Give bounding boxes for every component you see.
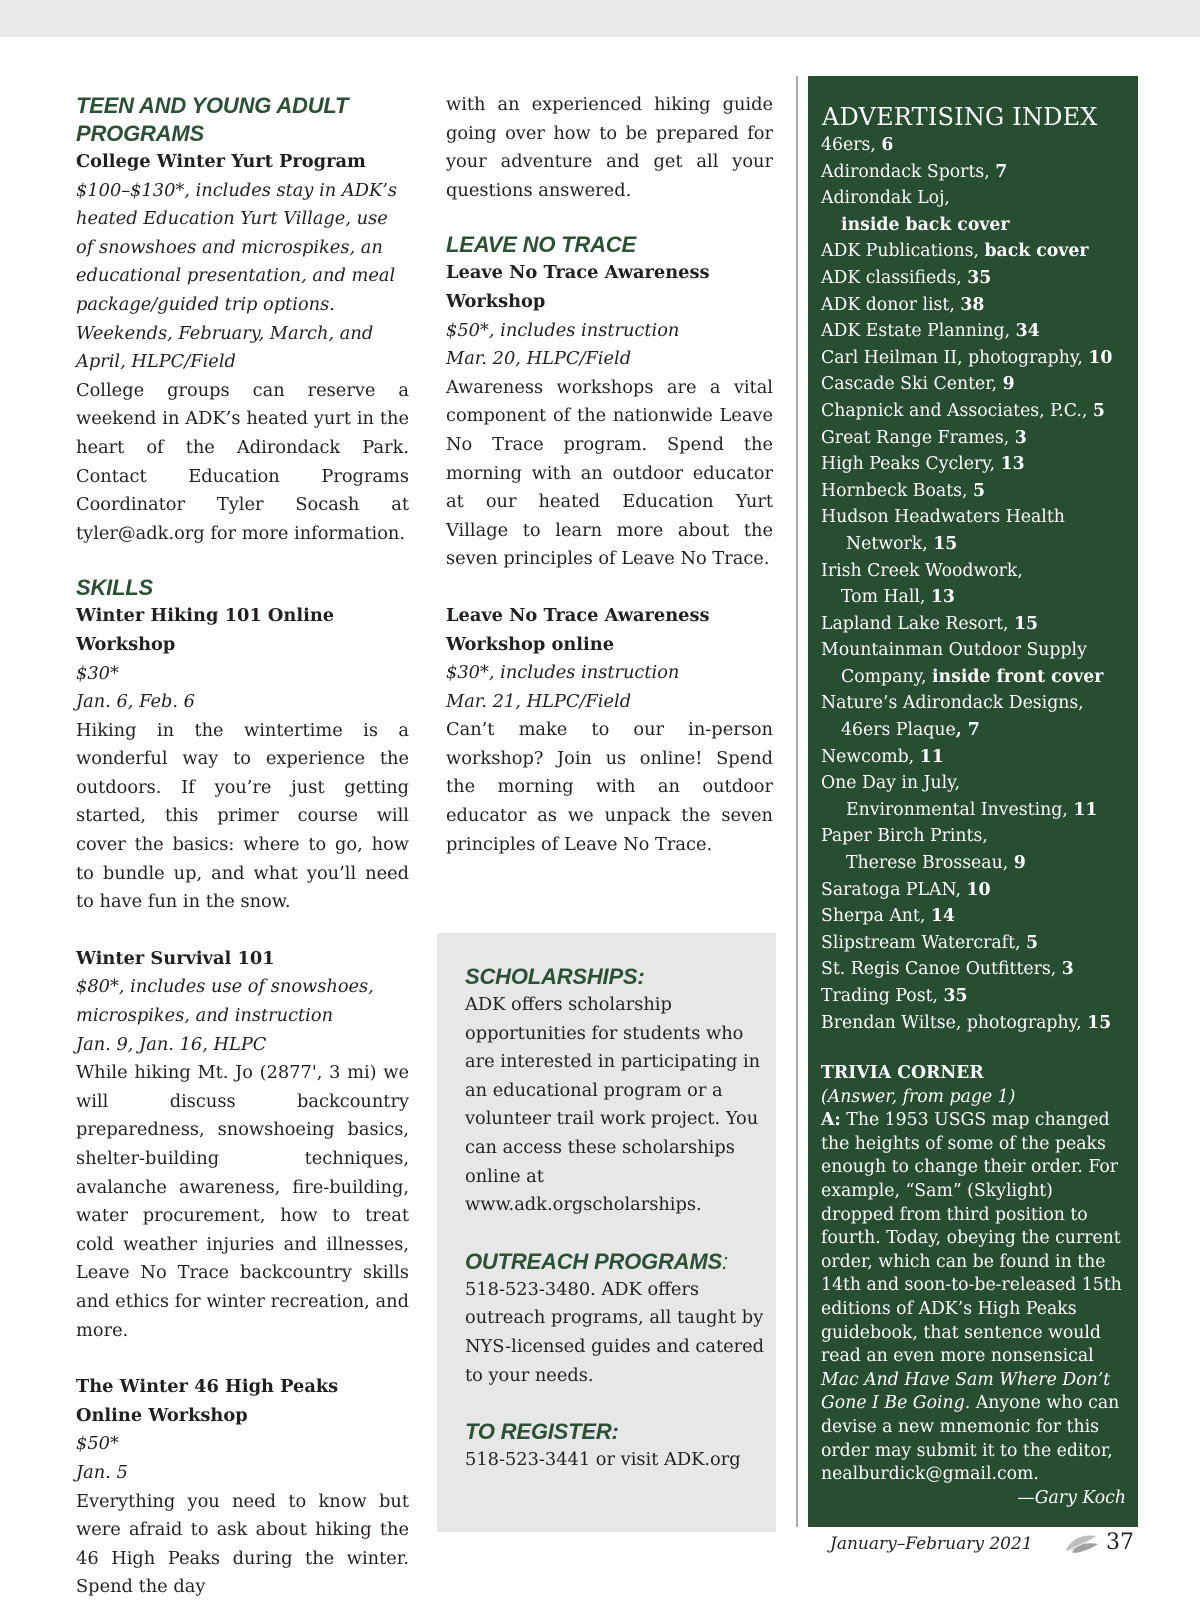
advertiser-name: 46ers, <box>821 135 882 155</box>
ad-entry-line <box>821 504 1136 531</box>
ad-entry <box>821 558 1136 611</box>
advertiser-name: Trading Post, <box>821 986 944 1006</box>
skills-heading: SKILLS <box>76 575 154 601</box>
advertiser-page: 13 <box>930 587 955 608</box>
issue-date: January–February 2021 <box>830 1534 1033 1554</box>
advertiser-page: 5 <box>1092 400 1105 421</box>
ad-entry-line <box>821 1010 1136 1037</box>
ad-entry-line <box>821 451 1136 478</box>
ad-entry-line <box>821 159 1136 186</box>
ad-entry-line <box>821 664 1136 691</box>
advertiser-page: inside front cover <box>931 666 1104 687</box>
advertiser-page: 5 <box>1026 932 1039 953</box>
advertiser-name: 46ers Plaque <box>841 720 956 741</box>
ad-entry-line <box>821 611 1136 638</box>
advertiser-name: Slipstream Watercraft, <box>821 932 1027 953</box>
page-number: 37 <box>1106 1530 1134 1555</box>
advertiser-page: 10 <box>966 879 991 900</box>
outreach-heading-text: OUTREACH PROGRAMS <box>465 1248 722 1274</box>
ad-entry-line <box>821 238 1136 265</box>
advertiser-name: High Peaks Cyclery, <box>821 454 1001 475</box>
advertiser-name: Hudson Headwaters Health <box>821 507 1065 528</box>
ad-entry <box>821 504 1136 557</box>
advertiser-page: back cover <box>984 241 1089 262</box>
ad-entry-line <box>821 717 1136 744</box>
ad-entry <box>821 478 1136 505</box>
ad-entry <box>821 903 1136 930</box>
ad-entry-line <box>821 744 1136 771</box>
advertiser-name: ADK Publications, <box>821 241 985 262</box>
advertiser-name: One Day in July, <box>821 773 961 794</box>
advertiser-name: Great Range Frames, <box>821 427 1015 448</box>
hiking101-body: Hiking in the wintertime is a wonderful way to experience the outdoors. If you’re just getting started, this primer course will cover the basics: where to go, how to bundle up, and what you’ll need to have fun in the snow. <box>76 719 409 913</box>
lnt-online-body: Can’t make to our in-person workshop? Join us online! Spend the morning with an outdoor educator as we unpack the seven principles of Leave No Trace. <box>446 719 773 855</box>
ad-entry-line <box>821 956 1136 983</box>
scholarships-body: ADK offers scholarship opportunities for students who are interested in participating in an educational program or a volunteer trail work project. You can access these scholarships online at www.adk.orgscholarships. <box>465 994 761 1216</box>
ad-entry <box>821 398 1136 425</box>
survival101-title: Winter Survival 101 <box>76 947 275 969</box>
advertiser-page: 35 <box>943 986 968 1006</box>
advertiser-page: 3 <box>1014 427 1027 448</box>
ad-entry <box>821 318 1136 345</box>
lnt-workshop-dates: Mar. 20, HLPC/Field <box>446 348 632 370</box>
advertiser-page: , 7 <box>955 720 980 741</box>
hiking101-price: $30* <box>76 662 119 684</box>
ad-entry-line <box>821 770 1136 797</box>
ad-entry <box>821 292 1136 319</box>
trivia-answer-text: The 1953 USGS map changed the heights of some of the peaks enough to change their order. For example, “Sam” (Skylight) dropped from third position to fourth. Today, obeying the current order, which can be found in the 14th and soon-to-be-released 15th editions of ADK’s High Peaks guidebook, that sentence would read an even more nonsensical <box>821 1110 1122 1367</box>
advertiser-page: 7 <box>995 161 1008 182</box>
ad-entry-line <box>821 558 1136 585</box>
ad-entry-line <box>821 584 1136 611</box>
high46-title: The Winter 46 High Peaks Online Workshop <box>76 1376 339 1426</box>
ad-entry-line <box>821 318 1136 345</box>
advertiser-name: Sherpa Ant, <box>821 906 931 927</box>
ad-entry-line <box>821 345 1136 372</box>
advertiser-page: 9 <box>1013 853 1026 874</box>
page-footer <box>820 1530 1132 1560</box>
ad-entry <box>821 877 1136 904</box>
ad-entry-line <box>821 265 1136 292</box>
ad-entry <box>821 132 1136 159</box>
advertiser-name: Therese Brosseau, <box>846 853 1014 874</box>
lnt-online-details: $30*, includes instruction <box>446 662 680 684</box>
advertiser-page: 6 <box>881 135 894 155</box>
scholarships-heading: SCHOLARSHIPS: <box>465 964 645 989</box>
yurt-program-details: $100–$130*, includes stay in ADK’s heated Education Yurt Village, use of snowshoes and microspikes, an educational presentation, and meal package/guided trip options. <box>76 179 398 315</box>
ad-entry-line <box>821 930 1136 957</box>
ad-entry <box>821 425 1136 452</box>
ad-entry <box>821 770 1136 823</box>
advertiser-page: 9 <box>1002 374 1015 395</box>
ad-entry-line <box>821 531 1136 558</box>
outreach-body: 518-523-3480. ADK offers outreach programs, all taught by NYS-licensed guides and catered to your needs. <box>465 1278 765 1386</box>
advertiser-page: 14 <box>930 906 955 927</box>
advertiser-name: ADK donor list, <box>821 294 961 315</box>
ad-entry <box>821 983 1136 1010</box>
register-body: 518-523-3441 or visit ADK.org <box>465 1449 741 1471</box>
ad-entry <box>821 744 1136 771</box>
ad-entry-line <box>821 850 1136 877</box>
ad-entry-line <box>821 398 1136 425</box>
advertiser-name: Newcomb, <box>821 746 920 767</box>
ad-entry-line <box>821 478 1136 505</box>
ad-entry <box>821 690 1136 743</box>
yurt-program-body: College groups can reserve a weekend in ADK’s heated yurt in the heart of the Adirondack Park. Contact Education Programs Coordinator Tyler Socash at tyler@adk.org for more information. <box>76 379 409 544</box>
trivia-heading: TRIVIA CORNER <box>821 1063 984 1083</box>
advertiser-name: Cascade Ski Center, <box>821 374 1003 395</box>
trivia-mnemonic: Mac And Have Sam Where Don’t Gone I Be Going. <box>821 1369 1111 1414</box>
ad-entry <box>821 345 1136 372</box>
ad-entry-line <box>821 823 1136 850</box>
ad-entry-line <box>821 212 1136 239</box>
advertiser-name: Network, <box>846 533 934 554</box>
trivia-corner <box>821 1062 1126 1510</box>
continued-text: with an experienced hiking guide going over how to be prepared for your adventure and get all your questions answered. <box>446 94 773 201</box>
trivia-closing: Anyone who can devise a new mnemonic for this order may submit it to the editor, nealburdick@gmail.com. <box>821 1393 1120 1485</box>
advertiser-name: Paper Birch Prints, <box>821 826 988 847</box>
teen-programs-heading: TEEN AND YOUNG ADULT PROGRAMS <box>76 93 349 146</box>
advertiser-name: Adirondack Sports, <box>821 161 996 182</box>
advertiser-name: Saratoga PLAN, <box>821 879 967 900</box>
ad-entry-line <box>821 425 1136 452</box>
ad-entry-line <box>821 983 1136 1010</box>
advertiser-name: Nature’s Adirondack Designs, <box>821 693 1084 714</box>
yurt-program-title: College Winter Yurt Program <box>76 151 366 172</box>
ad-entry <box>821 956 1136 983</box>
advertiser-name: Chapnick and Associates, P.C., <box>821 400 1093 421</box>
advertiser-name: Environmental Investing, <box>846 799 1074 820</box>
leaf-ornament-icon <box>1062 1530 1102 1561</box>
lnt-workshop-title: Leave No Trace Awareness Workshop <box>446 262 710 312</box>
advertiser-page: 34 <box>1015 321 1040 342</box>
hiking101-title: Winter Hiking 101 Online Workshop <box>76 605 335 655</box>
ad-entry-line <box>821 797 1136 824</box>
high46-price: $50* <box>76 1433 119 1455</box>
advertiser-name: ADK Estate Planning, <box>821 321 1016 342</box>
lnt-online-dates: Mar. 21, HLPC/Field <box>446 690 632 712</box>
ad-entry-line <box>821 877 1136 904</box>
survival101-dates: Jan. 9, Jan. 16, HLPC <box>76 1033 267 1055</box>
advertiser-name: Company, <box>841 666 932 687</box>
advertising-index-title: ADVERTISING INDEX <box>822 103 1098 131</box>
outreach-heading <box>465 1248 768 1276</box>
advertiser-name: Tom Hall, <box>841 587 931 608</box>
survival101-details: $80*, includes use of snowshoes, microspikes, and instruction <box>76 976 374 1027</box>
advertiser-name: Mountainman Outdoor Supply <box>821 640 1087 661</box>
advertiser-name: Lapland Lake Resort, <box>821 613 1015 634</box>
ad-entry-line <box>821 185 1136 212</box>
advertiser-name: Hornbeck Boats, <box>821 480 974 501</box>
advertiser-page: 35 <box>967 267 992 288</box>
advertiser-name: Brendan Wiltse, photography, <box>821 1012 1088 1033</box>
advertiser-page: 15 <box>1087 1012 1112 1033</box>
advertiser-page: 10 <box>1088 347 1113 368</box>
lnt-workshop-details: $50*, includes instruction <box>446 319 680 341</box>
advertiser-page: 11 <box>919 746 944 767</box>
outreach-heading-colon: : <box>721 1248 728 1274</box>
advertiser-page: inside back cover <box>841 214 1010 235</box>
ad-entry-line <box>821 371 1136 398</box>
lnt-workshop-body: Awareness workshops are a vital component of the nationwide Leave No Trace program. Spend the morning with an outdoor educator at our heated Education Yurt Village to learn more about the seven principles of Leave No Trace. <box>446 376 773 570</box>
yurt-program-dates: Weekends, February, March, and April, HLPC/Field <box>76 322 374 373</box>
trivia-answer-label: A: <box>821 1110 841 1131</box>
high46-body: Everything you need to know but were afraid to ask about hiking the 46 High Peaks during the winter. Spend the day <box>76 1490 409 1598</box>
leave-no-trace-heading: LEAVE NO TRACE <box>446 232 636 258</box>
ad-entry <box>821 611 1136 638</box>
advertising-index-list <box>821 132 1136 1036</box>
ad-entry <box>821 451 1136 478</box>
ad-entry <box>821 823 1136 876</box>
high46-dates: Jan. 5 <box>76 1461 128 1483</box>
ad-entry <box>821 371 1136 398</box>
lnt-online-title: Leave No Trace Awareness Workshop online <box>446 604 710 655</box>
ad-entry-line <box>821 690 1136 717</box>
middle-column <box>446 91 773 859</box>
trivia-subheading: (Answer, from page 1) <box>821 1086 1016 1107</box>
ad-entry-line <box>821 292 1136 319</box>
ad-entry <box>821 265 1136 292</box>
left-column <box>76 92 409 1602</box>
ad-entry-line <box>821 132 1136 159</box>
advertiser-name: St. Regis Canoe Outfitters, <box>821 959 1062 980</box>
ad-entry <box>821 238 1136 265</box>
ad-entry-line <box>821 903 1136 930</box>
ad-entry <box>821 930 1136 957</box>
advertising-sidebar <box>808 76 1138 1527</box>
register-heading: TO REGISTER: <box>465 1419 619 1445</box>
advertiser-page: 13 <box>1000 454 1025 475</box>
advertiser-page: 15 <box>1014 613 1039 634</box>
trivia-signature: —Gary Koch <box>1017 1487 1126 1508</box>
ad-entry-line <box>821 637 1136 664</box>
advertiser-page: 38 <box>960 294 985 315</box>
ad-entry <box>821 159 1136 186</box>
advertiser-page: 15 <box>933 533 958 554</box>
hiking101-dates: Jan. 6, Feb. 6 <box>76 691 195 713</box>
top-bar <box>0 0 1200 37</box>
ad-entry <box>821 637 1136 690</box>
ad-entry <box>821 185 1136 238</box>
advertiser-name: Carl Heilman II, photography, <box>821 347 1089 368</box>
advertiser-page: 11 <box>1073 799 1098 820</box>
survival101-body: While hiking Mt. Jo (2877', 3 mi) we will discuss backcountry preparedness, snowshoeing basics, shelter-building techniques, avalanche awareness, fire-building, water procurement, how to treat cold weather injuries and illnesses, Leave No Trace backcountry skills and ethics for winter recreation, and more. <box>76 1062 409 1341</box>
advertiser-name: ADK classifieds, <box>821 267 968 288</box>
advertiser-page: 3 <box>1061 959 1074 980</box>
advertiser-name: Irish Creek Woodwork, <box>821 560 1023 581</box>
advertiser-page: 5 <box>973 480 986 501</box>
column-divider <box>796 76 798 1527</box>
advertiser-name: Adirondak Loj, <box>821 188 950 209</box>
info-box <box>437 933 776 1532</box>
trivia-answer <box>821 1109 1126 1487</box>
ad-entry <box>821 1010 1136 1037</box>
